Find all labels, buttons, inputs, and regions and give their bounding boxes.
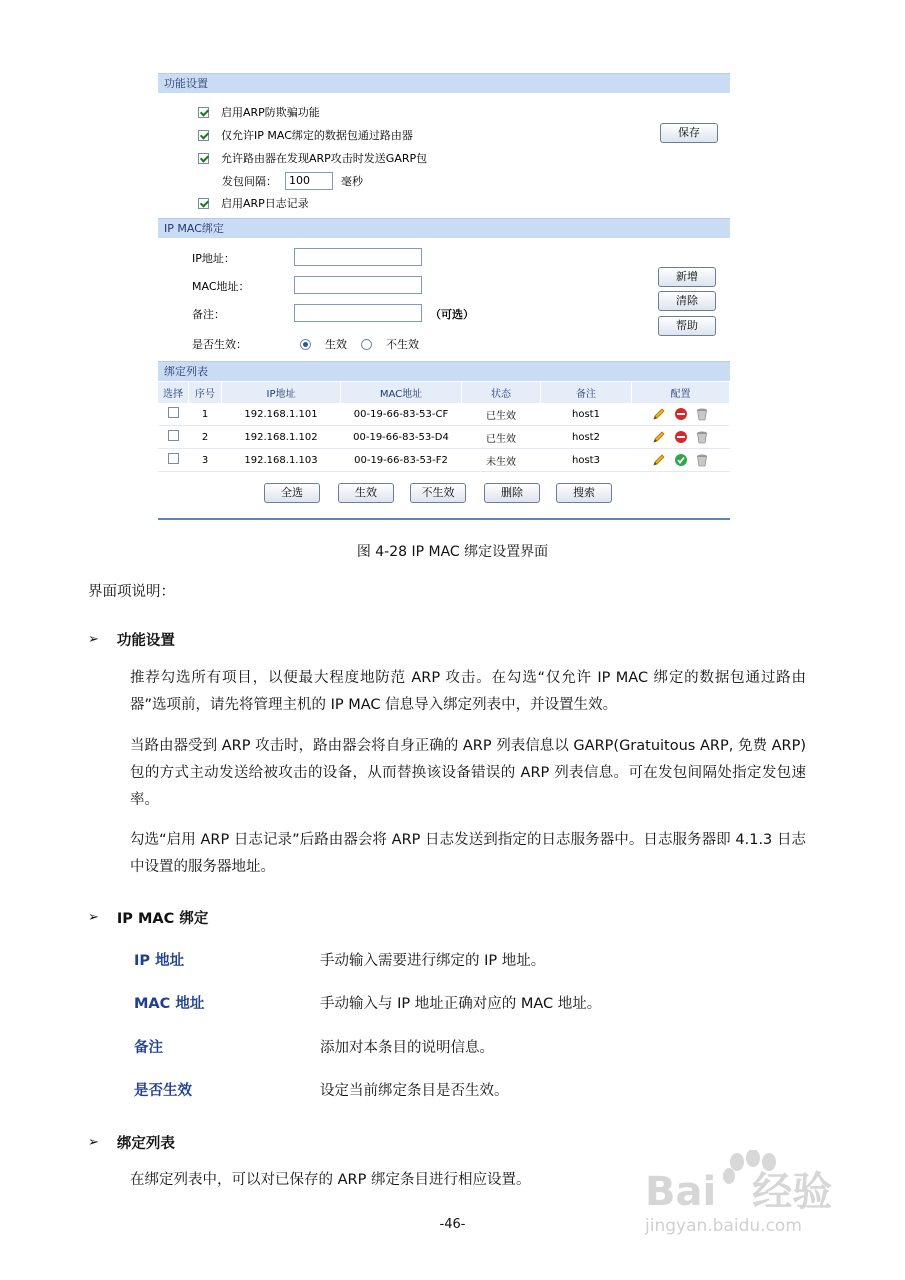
row-ip: 192.168.1.101 <box>222 403 341 426</box>
heading-text: 绑定列表 <box>116 1136 175 1152</box>
paragraph-2: 当路由器受到 ARP 攻击时，路由器会将自身正确的 ARP 列表信息以 GARP(Gratuitous ARP, 免费 ARP)包的方式主动发送给被攻击的设备，从而替换该设备错误的 ARP 列表信息。可在发包间隔处指定发包速率。 <box>130 738 806 808</box>
option-allow-bound-only[interactable] <box>198 126 413 144</box>
paragraph-1: 推荐勾选所有项目，以便最大程度地防范 ARP 攻击。在勾选“仅允许 IP MAC 绑定的数据包通过路由器”选项前，请先将管理主机的 IP MAC 信息导入绑定列表中，并设置生效。 <box>130 670 806 713</box>
arrow-bullet-icon: ➢ <box>88 910 99 925</box>
heading-text: 功能设置 <box>116 633 175 649</box>
arrow-bullet-icon: ➢ <box>88 632 99 647</box>
effective-label: 是否生效： <box>192 338 247 351</box>
heading-function-settings <box>88 629 175 650</box>
col-status: 状态 <box>462 382 541 403</box>
row-note: host1 <box>541 403 632 426</box>
option-send-garp[interactable] <box>198 149 427 167</box>
delete-icon[interactable] <box>695 453 709 467</box>
arrow-bullet-icon: ➢ <box>88 1135 99 1150</box>
select-all-button[interactable]: 全选 <box>264 483 320 503</box>
watermark-url: jingyan.baidu.com <box>645 1216 802 1236</box>
row-no: 2 <box>189 426 222 449</box>
page-number: -46- <box>439 1217 466 1232</box>
heading-ip-mac-binding <box>88 907 208 928</box>
baidu-jingyan-watermark <box>645 1150 865 1270</box>
section-header-function: 功能设置 <box>158 73 730 93</box>
edit-icon[interactable] <box>652 453 666 467</box>
enable-icon[interactable] <box>674 453 688 467</box>
router-config-panel <box>158 73 730 521</box>
disable-icon[interactable] <box>674 430 688 444</box>
row-status: 已生效 <box>462 426 541 449</box>
option-enable-log[interactable] <box>198 194 309 212</box>
checkbox-enable-log[interactable] <box>198 198 209 209</box>
def-mac: 手动输入与 IP 地址正确对应的 MAC 地址。 <box>320 996 602 1012</box>
help-button[interactable]: 帮助 <box>658 316 716 336</box>
radio-effective-off-label: 不生效 <box>386 338 419 351</box>
mac-label: MAC地址： <box>192 280 250 293</box>
option-enable-anti-spoof[interactable] <box>198 103 320 121</box>
row-ip: 192.168.1.102 <box>222 426 341 449</box>
def-note: 添加对本条目的说明信息。 <box>320 1040 494 1056</box>
row-select-checkbox[interactable] <box>168 453 179 464</box>
label-send-garp: 允许路由器在发现ARP攻击时发送GARP包 <box>221 152 428 165</box>
panel-bottom-line <box>158 518 730 520</box>
term-effective: 是否生效 <box>134 1083 192 1099</box>
col-ip: IP地址 <box>222 382 341 403</box>
table-row <box>158 403 730 426</box>
def-ip: 手动输入需要进行绑定的 IP 地址。 <box>320 953 546 969</box>
label-enable-log: 启用ARP日志记录 <box>221 197 309 210</box>
watermark-brand: Bai <box>645 1169 717 1215</box>
radio-effective-off[interactable] <box>361 339 372 350</box>
interval-unit: 毫秒 <box>341 175 363 188</box>
interval-input[interactable]: 100 <box>285 172 333 190</box>
col-no: 序号 <box>189 382 222 403</box>
interval-row <box>222 172 363 190</box>
row-note: host2 <box>541 426 632 449</box>
def-effective: 设定当前绑定条目是否生效。 <box>320 1083 509 1099</box>
effective-radio-group <box>300 335 419 353</box>
checkbox-allow-bound-only[interactable] <box>198 130 209 141</box>
radio-effective-on[interactable] <box>300 339 311 350</box>
add-button[interactable]: 新增 <box>658 267 716 287</box>
table-row <box>158 426 730 449</box>
ip-label: IP地址： <box>192 252 235 265</box>
row-mac: 00-19-66-83-53-CF <box>341 403 462 426</box>
search-button[interactable]: 搜索 <box>556 483 612 503</box>
intro-text: 界面项说明： <box>88 584 175 600</box>
radio-effective-on-label: 生效 <box>325 338 347 351</box>
checkbox-send-garp[interactable] <box>198 153 209 164</box>
row-no: 3 <box>189 449 222 472</box>
delete-icon[interactable] <box>695 407 709 421</box>
save-button[interactable]: 保存 <box>660 123 718 143</box>
section-header-list: 绑定列表 <box>158 361 730 381</box>
label-allow-bound-only: 仅允许IP MAC绑定的数据包通过路由器 <box>221 129 413 142</box>
heading-binding-list <box>88 1132 175 1153</box>
col-note: 备注 <box>541 382 632 403</box>
figure-caption: 图 4-28 IP MAC 绑定设置界面 <box>356 544 549 560</box>
watermark-brand2: 经验 <box>752 1169 833 1215</box>
heading-text: IP MAC 绑定 <box>116 911 209 927</box>
term-note: 备注 <box>134 1040 163 1056</box>
row-select-checkbox[interactable] <box>168 407 179 418</box>
term-mac: MAC 地址 <box>134 996 205 1012</box>
term-ip: IP 地址 <box>134 953 185 969</box>
checkbox-enable-anti-spoof[interactable] <box>198 107 209 118</box>
delete-icon[interactable] <box>695 430 709 444</box>
col-config: 配置 <box>632 382 730 403</box>
col-select: 选择 <box>158 382 189 403</box>
row-status: 已生效 <box>462 403 541 426</box>
row-no: 1 <box>189 403 222 426</box>
col-mac: MAC地址 <box>341 382 462 403</box>
disable-icon[interactable] <box>674 407 688 421</box>
paragraph-3: 勾选“启用 ARP 日志记录”后路由器会将 ARP 日志发送到指定的日志服务器中。日志服务器即 4.1.3 日志中设置的服务器地址。 <box>130 832 806 875</box>
edit-icon[interactable] <box>652 430 666 444</box>
row-note: host3 <box>541 449 632 472</box>
clear-button[interactable]: 清除 <box>658 291 716 311</box>
note-optional-hint: （可选） <box>430 308 474 321</box>
interval-label: 发包间隔： <box>222 175 277 188</box>
binding-table <box>158 382 730 472</box>
delete-button[interactable]: 删除 <box>484 483 540 503</box>
row-ip: 192.168.1.103 <box>222 449 341 472</box>
paragraph-4: 在绑定列表中，可以对已保存的 ARP 绑定条目进行相应设置。 <box>130 1172 531 1188</box>
label-enable-anti-spoof: 启用ARP防欺骗功能 <box>221 106 320 119</box>
note-label: 备注： <box>192 308 225 321</box>
mac-input[interactable] <box>294 276 422 294</box>
enable-button[interactable]: 生效 <box>338 483 394 503</box>
disable-button[interactable]: 不生效 <box>410 483 466 503</box>
edit-icon[interactable] <box>652 407 666 421</box>
table-row <box>158 449 730 472</box>
row-mac: 00-19-66-83-53-F2 <box>341 449 462 472</box>
ip-input[interactable] <box>294 248 422 266</box>
section-header-ipmac: IP MAC绑定 <box>158 218 730 238</box>
table-header-row <box>158 382 730 403</box>
row-mac: 00-19-66-83-53-D4 <box>341 426 462 449</box>
row-status: 未生效 <box>462 449 541 472</box>
note-input[interactable] <box>294 304 422 322</box>
row-select-checkbox[interactable] <box>168 430 179 441</box>
